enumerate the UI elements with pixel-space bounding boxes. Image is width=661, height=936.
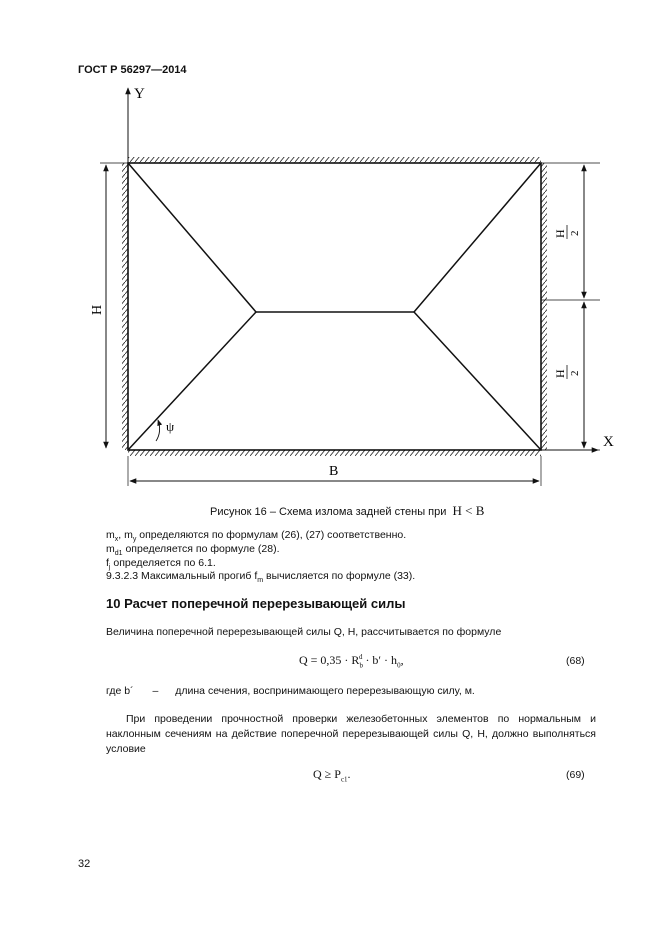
- angle-label: ψ: [166, 419, 175, 434]
- where-clause: где b´ – длина сечения, воспринимающего перерезывающую силу, м.: [106, 685, 475, 697]
- equation-number-69: (69): [566, 769, 585, 781]
- x-axis-label: X: [603, 434, 614, 450]
- svg-text:H: H: [553, 369, 567, 378]
- document-header: ГОСТ Р 56297—2014: [78, 64, 187, 76]
- condition-paragraph: При проведении прочностной проверки железобетонных элементов по нормальным и наклонным сечениям на действие поперечной перерезывающей силы Q, Н, должно выполняться условие: [106, 713, 596, 755]
- note-line-3: $f_j$ определяется по 6.1.: [106, 557, 216, 572]
- section-intro: Величина поперечной перерезывающей силы Q, Н, рассчитывается по формуле: [106, 626, 502, 638]
- svg-text:H: H: [553, 229, 567, 238]
- height-label: H: [90, 304, 105, 315]
- svg-text:2: 2: [569, 230, 581, 236]
- note-line-1: $m_x$, $m_y$ определяются по формулам (26), (27) соответственно.: [106, 529, 407, 544]
- formula-69: $Q \ge P_{c1}$.: [313, 767, 351, 784]
- page-number: 32: [78, 858, 91, 870]
- fracture-lines: [128, 163, 541, 450]
- hatch-left: [122, 163, 128, 450]
- hatch-bottom: [128, 450, 541, 456]
- hatch-right: [541, 163, 547, 450]
- note-line-2: $m_{d1}$ определяется по формуле (28).: [106, 543, 280, 558]
- half-height-label-top: [553, 225, 581, 239]
- section-title: 10 Расчет поперечной перерезывающей силы: [106, 596, 406, 611]
- svg-text:2: 2: [569, 370, 581, 376]
- angle-arc: [156, 420, 160, 441]
- half-height-label-bottom: [553, 365, 581, 379]
- width-label: B: [329, 464, 339, 479]
- y-axis-label: Y: [134, 86, 145, 102]
- note-line-4: 9.3.2.3 Максимальный прогиб $f_m$ вычисляется по формуле (33).: [106, 570, 416, 585]
- wall-outline: [128, 163, 541, 450]
- formula-68: $Q = 0,35 \cdot R_b^d \cdot b' \cdot h_0$,: [299, 653, 404, 670]
- hatch-top: [128, 157, 541, 163]
- equation-number-68: (68): [566, 655, 585, 667]
- figure-caption: Рисунок 16 – Схема излома задней стены при H < B: [210, 503, 485, 518]
